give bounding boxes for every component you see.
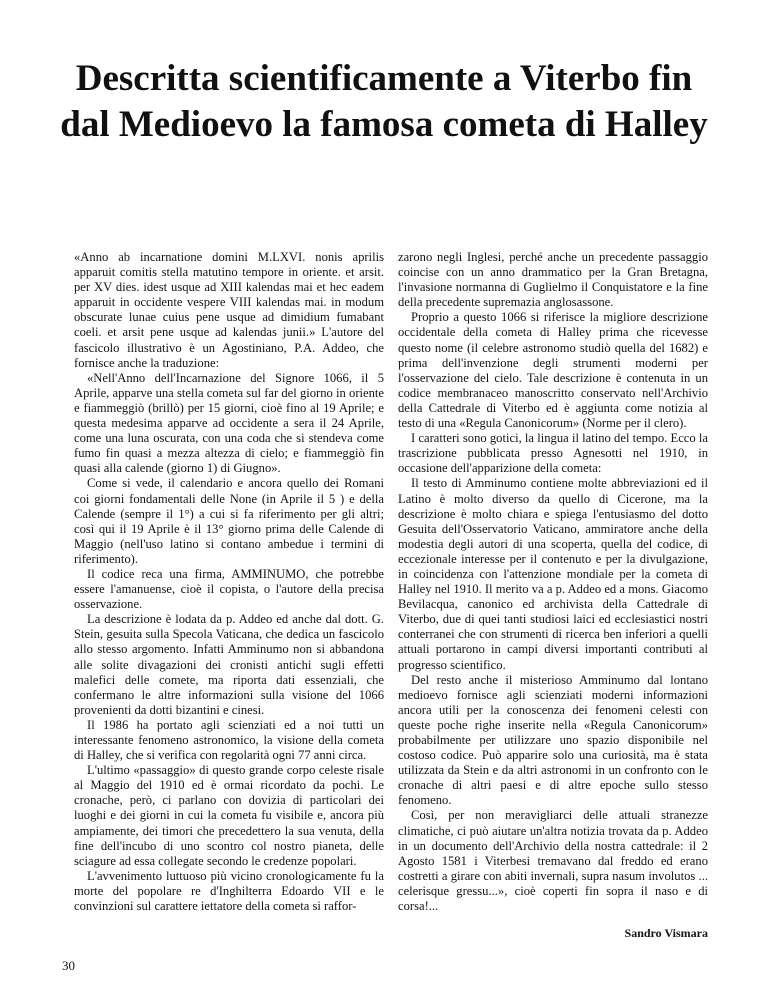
article-title-line-2: dal Medioevo la famosa cometa di Halley <box>60 104 708 145</box>
article-title <box>20 56 748 148</box>
page-number: 30 <box>62 958 75 973</box>
paragraph: «Anno ab incarnatione domini M.LXVI. nonis aprilis apparuit comitis stella matutino tempore in oriente. et arsit. per XV dies. idest usque ad XIII kalendas mai et hec eadem apparuit in occidente vespere VIII kalendas mai. in modum obscurate lunae cuius pene usque ad dimidium fumabant coeli. et arsit pene usque ad kalendas junii.» L'autore del fascicolo illustrativo è un Agostiniano, P.A. Addeo, che fornisce anche la traduzione: <box>74 250 384 370</box>
paragraph: Il 1986 ha portato agli scienziati ed a noi tutti un interessante fenomeno astronomico, la visione della cometa di Halley, che si verifica con regolarità ogni 77 anni circa. <box>74 717 384 763</box>
paragraph: «Nell'Anno dell'Incarnazione del Signore 1066, il 5 Aprile, apparve una stella cometa sul far del giorno in oriente e fiammeggiò (brillò) per 15 giorni, cioè fino al 19 Aprile; e questa medesima apparve ad occidente a sera il 24 Aprile, come una luna oscurata, con una coda che si stendeva come fumo fin quasi a mezza altezza di cielo; e fiammeggiò fin quasi alla calende (giorno 1) di Giugno». <box>74 370 384 476</box>
paragraph: zarono negli Inglesi, perché anche un precedente passaggio coincise con un anno drammatico per la Gran Bretagna, l'invasione normanna di Guglielmo il Conquistatore e la fine della precedente supremazia anglosassone. <box>398 250 708 310</box>
paragraph: L'avvenimento luttuoso più vicino cronologicamente fu la morte del popolare re d'Inghilterra Edoardo VII e le convinzioni sul carattere iettatore della cometa si raffor- <box>74 868 384 914</box>
author-signature: Sandro Vismara <box>624 926 708 941</box>
paragraph: La descrizione è lodata da p. Addeo ed anche dal dott. G. Stein, gesuita sulla Specola Vaticana, che dedica un fascicolo allo stesso argomento. Infatti Amminumo non si abbandona alle solite divagazioni dei cronisti antichi sugli effetti malefici delle comete, ma riporta dati essenziali, che confermano le altre informazioni sulla visione del 1066 provenienti da dotti bizantini e cinesi. <box>74 612 384 717</box>
paragraph: Il codice reca una firma, AMMINUMO, che potrebbe essere l'amanuense, cioè il copista, o l'autore della precisa osservazione. <box>74 566 384 612</box>
article-title-line-1: Descritta scientificamente a Viterbo fin <box>75 58 693 99</box>
paragraph: Come si vede, il calendario e ancora quello dei Romani coi giorni fondamentali delle None (in Aprile il 5 ) e della Calende (sempre il 1°) a cui si fa riferimento per gli altri; così qui il 19 Aprile è il 13° giorno prima delle Calende di Maggio (nell'uso latino si contano ambedue i termini di riferimento). <box>74 476 384 566</box>
paragraph: L'ultimo «passaggio» di questo grande corpo celeste risale al Maggio del 1910 ed è ormai ricordato da pochi. Le cronache, però, ci parlano con dovizia di particolari dei luoghi e dei giorni in cui la cometa fu visibile e, ancora più ampiamente, dei timori che precedettero la sua venuta, della fine dell'incubo di uno scontro col nostro pianeta, delle sciagure ad essa collegate secondo le credenze popolari. <box>74 763 384 868</box>
paragraph: I caratteri sono gotici, la lingua il latino del tempo. Ecco la trascrizione pubblicata presso Agnesotti nel 1910, in occasione dell'apparizione della cometa: <box>398 431 708 476</box>
left-column <box>74 250 384 914</box>
paragraph: Il testo di Amminumo contiene molte abbreviazioni ed il Latino è molto diverso da quello di Cicerone, ma la descrizione è molto chiara e spiega l'entusiasmo del dotto Gesuita dell'Osservatorio Vaticano, ammiratore anche della modestia degli autori di una scoperta, quella del codice, di eccezionale interesse per il contenuto e per la divulgazione, in coincidenza con l'attenzione mondiale per la cometa di Halley nel 1910. Il merito va a p. Addeo ed a mons. Giacomo Bevilacqua, canonico ed archivista della Cattedrale di Viterbo, due di quei tanti studiosi laici ed ecclesiastici nostri conterranei che con strumenti di ricerca ben inferiori a quelli attuali portarono in campi diversi importanti contributi al progresso scientifico. <box>398 476 708 672</box>
paragraph: Così, per non meravigliarci delle attuali stranezze climatiche, ci può aiutare un'altra notizia trovata da p. Addeo in un documento dell'Archivio della nostra cattedrale: il 2 Agosto 1581 i Viterbesi tremavano dal freddo ed erano costretti a girare con abiti invernali, supra nasum involutos ... celerisque gressu...», cioè coperti fin sopra il naso e di corsa!... <box>398 808 708 914</box>
paragraph: Proprio a questo 1066 si riferisce la migliore descrizione occidentale della cometa di Halley prima che ricevesse questo nome (il celebre astronomo studiò quella del 1682) e prima dell'invenzione degli strumenti moderni per l'osservazione del cielo. Tale descrizione è contenuta in un codice membranaceo manoscritto conservato nell'Archivio della Cattedrale di Viterbo ed è aggiunta come notizia al testo di una «Regula Canonicorum» (Norme per il clero). <box>398 310 708 431</box>
paragraph: Del resto anche il misterioso Amminumo dal lontano medioevo fornisce agli scienziati moderni informazioni ancora utili per la conoscenza dei fenomeni celesti con queste poche righe inserite nella «Regula Canonicorum» probabilmente per utilizzare uno spazio disponibile nel costoso codice. Può apparire solo una curiosità, ma è stata utilizzata da Stein e da altri astronomi in un confronto con le cronache di altri paesi e di altre epoche sullo stesso fenomeno. <box>398 672 708 808</box>
right-column <box>398 250 708 941</box>
